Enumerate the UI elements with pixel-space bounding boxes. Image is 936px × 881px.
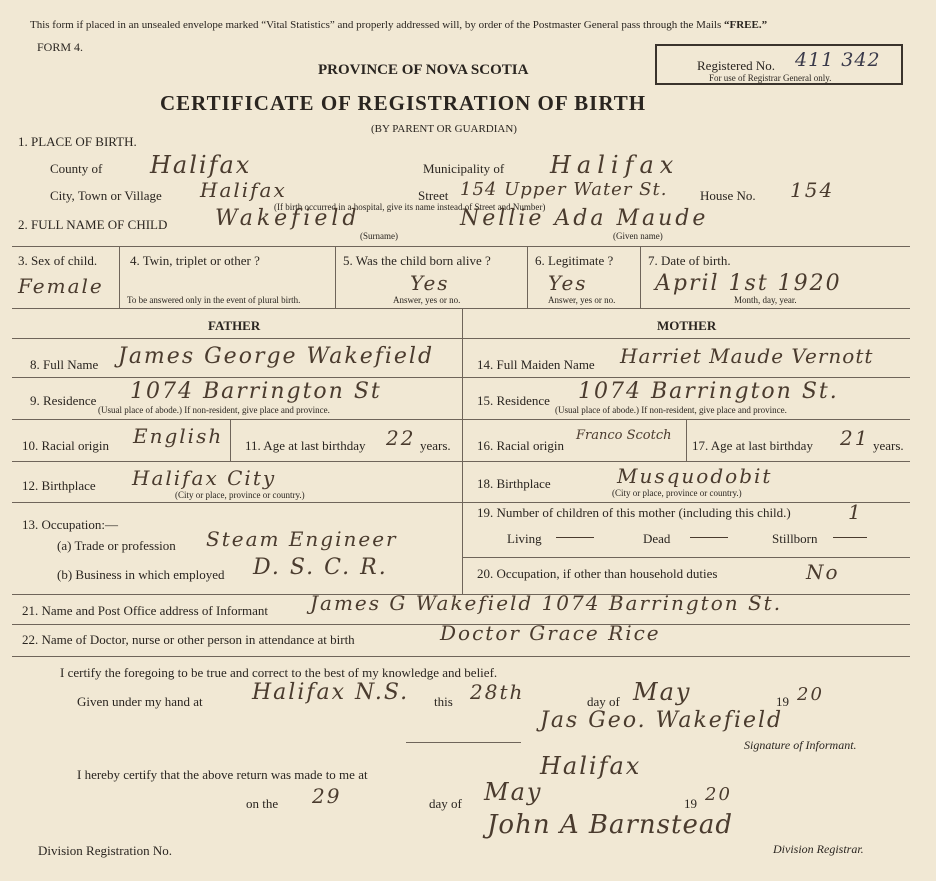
legitimate-value: Yes xyxy=(548,271,588,295)
doctor-label: 22. Name of Doctor, nurse or other person in attendance at birth xyxy=(22,632,355,647)
registrar-signature: John A Barnstead xyxy=(487,810,733,840)
given-year-prefix: 19 xyxy=(776,694,789,709)
alive-value: Yes xyxy=(410,271,450,295)
divider xyxy=(686,419,687,461)
dead-dash xyxy=(690,537,728,538)
mother-birthplace: Musquodobit xyxy=(617,464,773,488)
dob-value: April 1st 1920 xyxy=(655,271,842,296)
mother-heading: MOTHER xyxy=(657,318,717,333)
alive-label: 5. Was the child born alive ? xyxy=(343,253,491,268)
street-label: Street xyxy=(418,188,449,203)
divider xyxy=(462,557,910,558)
given-place: Halifax N.S. xyxy=(252,680,410,705)
father-residence-note: (Usual place of abode.) If non-resident, give place and province. xyxy=(98,405,330,415)
informant-signature: Jas Geo. Wakefield xyxy=(540,708,784,733)
mother-occupation-label: 20. Occupation, if other than household duties xyxy=(477,566,718,581)
twin-label: 4. Twin, triplet or other ? xyxy=(130,253,260,268)
father-age-unit: years. xyxy=(420,438,451,453)
divider xyxy=(640,246,641,308)
postal-notice xyxy=(30,19,767,31)
twin-note: To be answered only in the event of plural birth. xyxy=(127,295,301,305)
alive-note: Answer, yes or no. xyxy=(393,295,461,305)
municipality-label: Municipality of xyxy=(423,161,505,176)
divider xyxy=(12,246,910,247)
sex-label: 3. Sex of child. xyxy=(18,253,98,268)
legitimate-label: 6. Legitimate ? xyxy=(535,253,614,268)
father-birthplace-note: (City or place, province or country.) xyxy=(175,490,305,500)
on-month: May xyxy=(484,778,543,806)
divider xyxy=(335,246,336,308)
stillborn-dash xyxy=(833,537,867,538)
house-value: 154 xyxy=(790,178,835,202)
mother-residence-note: (Usual place of abode.) If non-resident, give place and province. xyxy=(555,405,787,415)
father-residence-label: 9. Residence xyxy=(30,393,97,408)
living-label: Living xyxy=(507,531,542,546)
father-race: English xyxy=(133,424,224,448)
place-of-birth-heading: 1. PLACE OF BIRTH. xyxy=(18,134,137,149)
informant-signature-caption: Signature of Informant. xyxy=(744,738,857,752)
city-value: Halifax xyxy=(200,178,287,202)
father-name-label: 8. Full Name xyxy=(30,357,99,372)
divider xyxy=(12,377,910,378)
mother-name: Harriet Maude Vernott xyxy=(620,344,874,368)
informant-label: 21. Name and Post Office address of Informant xyxy=(22,603,268,618)
given-under-label: Given under my hand at xyxy=(77,694,203,709)
child-name-label: 2. FULL NAME OF CHILD xyxy=(18,217,168,232)
father-age: 22 xyxy=(386,426,416,450)
postal-notice-text: This form if placed in an unsealed envelope marked “Vital Statistics” and properly addressed will, by order of the Postmaster General pass through the Mails xyxy=(30,19,722,31)
postal-free-mark: “FREE.” xyxy=(723,19,768,31)
day-of-label-2: day of xyxy=(429,796,462,811)
page-subtitle: (BY PARENT OR GUARDIAN) xyxy=(371,123,517,135)
mother-name-label: 14. Full Maiden Name xyxy=(477,357,595,372)
father-birthplace: Halifax City xyxy=(132,466,277,490)
children-value: 1 xyxy=(848,500,863,524)
city-label: City, Town or Village xyxy=(50,188,162,203)
mother-race-label: 16. Racial origin xyxy=(477,438,565,453)
county-label: County of xyxy=(50,161,103,176)
street-note: (If birth occurred in a hospital, give its name instead of Street and Number) xyxy=(274,202,546,212)
certify-statement: I certify the foregoing to be true and correct to the best of my knowledge and belief. xyxy=(60,665,498,680)
on-year-prefix: 19 xyxy=(684,796,697,811)
informant-value: James G Wakefield 1074 Barrington St. xyxy=(310,591,783,615)
day-of-label: day of xyxy=(587,694,620,709)
trade-label: (a) Trade or profession xyxy=(57,538,176,553)
municipality-value: Halifax xyxy=(550,151,680,179)
legitimate-note: Answer, yes or no. xyxy=(548,295,616,305)
county-value: Halifax xyxy=(150,151,252,179)
registered-note: For use of Registrar General only. xyxy=(709,73,832,83)
occupation-heading: 13. Occupation:— xyxy=(22,517,119,532)
father-birthplace-label: 12. Birthplace xyxy=(22,478,96,493)
stillborn-label: Stillborn xyxy=(772,531,818,546)
business-value: D. S. C. R. xyxy=(253,555,388,580)
signature-line xyxy=(406,742,521,743)
on-the-label: on the xyxy=(246,796,279,811)
father-residence: 1074 Barrington St xyxy=(130,379,382,404)
sex-value: Female xyxy=(18,274,104,298)
living-dash xyxy=(556,537,594,538)
given-caption: (Given name) xyxy=(613,231,663,241)
father-heading: FATHER xyxy=(208,318,261,333)
mother-birthplace-note: (City or place, province or country.) xyxy=(612,488,742,498)
divider xyxy=(230,419,231,461)
given-month: May xyxy=(633,678,692,706)
house-label: House No. xyxy=(700,188,756,203)
page-title: CERTIFICATE OF REGISTRATION OF BIRTH xyxy=(160,91,647,115)
mother-birthplace-label: 18. Birthplace xyxy=(477,476,551,491)
on-day: 29 xyxy=(312,784,342,808)
doctor-value: Doctor Grace Rice xyxy=(440,621,661,645)
mother-residence-label: 15. Residence xyxy=(477,393,550,408)
dead-label: Dead xyxy=(643,531,671,546)
mother-age-unit: years. xyxy=(873,438,904,453)
division-registration-label: Division Registration No. xyxy=(38,843,172,858)
dob-note: Month, day, year. xyxy=(734,295,797,305)
mother-residence: 1074 Barrington St. xyxy=(578,379,839,404)
mother-occupation: No xyxy=(806,560,840,584)
father-name: James George Wakefield xyxy=(118,344,435,369)
father-race-label: 10. Racial origin xyxy=(22,438,110,453)
hereby-place: Halifax xyxy=(540,752,642,780)
divider xyxy=(12,656,910,657)
this-label: this xyxy=(434,694,453,709)
surname-caption: (Surname) xyxy=(360,231,398,241)
business-label: (b) Business in which employed xyxy=(57,567,225,582)
registered-number: 411 342 xyxy=(795,49,881,71)
mother-race: Franco Scotch xyxy=(576,428,672,443)
given-day: 28th xyxy=(470,680,525,704)
children-label: 19. Number of children of this mother (including this child.) xyxy=(477,505,791,520)
trade-value: Steam Engineer xyxy=(206,527,398,551)
registrar-caption: Division Registrar. xyxy=(773,842,864,856)
mother-age: 21 xyxy=(840,426,870,450)
form-number: FORM 4. xyxy=(37,40,84,54)
divider xyxy=(12,308,910,309)
given-year-suffix: 20 xyxy=(797,684,824,705)
street-value: 154 Upper Water St. xyxy=(460,179,668,200)
divider xyxy=(12,502,910,503)
divider xyxy=(12,461,910,462)
registered-box xyxy=(655,44,903,85)
father-age-label: 11. Age at last birthday xyxy=(245,438,366,453)
divider xyxy=(527,246,528,308)
divider xyxy=(462,308,463,594)
divider xyxy=(12,338,910,339)
dob-label: 7. Date of birth. xyxy=(648,253,731,268)
child-given-name: Nellie Ada Maude xyxy=(460,206,709,231)
mother-age-label: 17. Age at last birthday xyxy=(692,438,813,453)
hereby-label: I hereby certify that the above return was made to me at xyxy=(77,767,368,782)
divider xyxy=(119,246,120,308)
divider xyxy=(12,419,910,420)
registered-label: Registered No. xyxy=(697,58,775,73)
province-heading: PROVINCE OF NOVA SCOTIA xyxy=(318,62,529,78)
child-surname: Wakefield xyxy=(215,206,361,231)
on-year-suffix: 20 xyxy=(705,784,732,805)
